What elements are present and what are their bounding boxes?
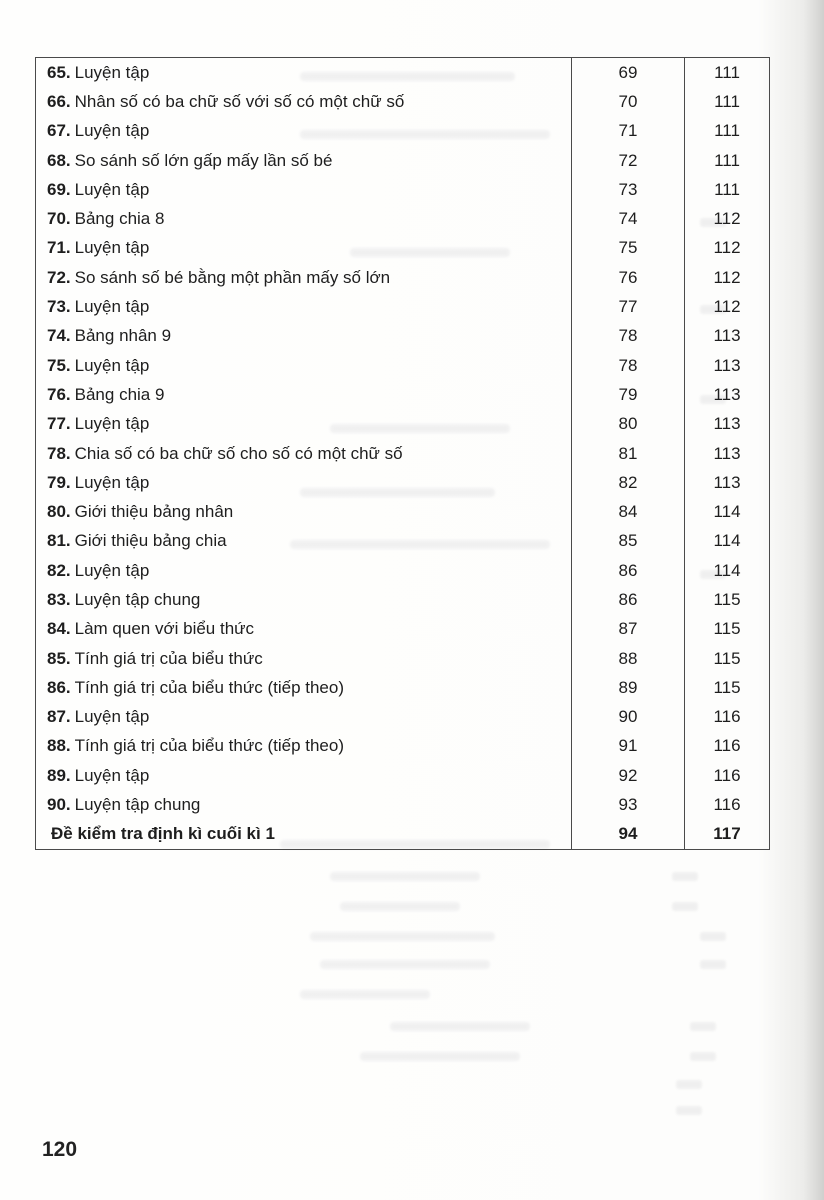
page-number-col1: 76 <box>571 263 684 292</box>
lesson-number: 77. <box>47 414 71 434</box>
lesson-title: Giới thiệu bảng chia <box>74 531 227 551</box>
page-number-col1: 94 <box>571 820 684 849</box>
page-number-col2: 113 <box>684 439 769 468</box>
toc-table <box>35 57 770 850</box>
table-row <box>36 351 769 380</box>
lesson-number: 80. <box>47 502 71 522</box>
page-number-col2: 111 <box>684 146 769 175</box>
table-row <box>36 527 769 556</box>
page-number-col2: 111 <box>684 175 769 204</box>
lesson-title: Luyện tập <box>74 179 150 199</box>
page-number-col2: 111 <box>684 87 769 116</box>
table-row <box>36 790 769 819</box>
lesson-title: Luyện tập <box>74 355 150 375</box>
page-number-col2: 115 <box>684 644 769 673</box>
page-number-col1: 73 <box>571 175 684 204</box>
lesson-title: Luyện tập chung <box>74 589 201 609</box>
table-row <box>36 58 769 87</box>
table-row <box>36 175 769 204</box>
lesson-title: Luyện tập <box>74 414 150 434</box>
lesson-title: Luyện tập <box>74 62 150 82</box>
lesson-title: Luyện tập <box>74 472 150 492</box>
lesson-title: Giới thiệu bảng nhân <box>74 502 234 522</box>
table-row <box>36 410 769 439</box>
table-row <box>36 87 769 116</box>
page-number-col2: 116 <box>684 790 769 819</box>
page-number-col1: 69 <box>571 58 684 87</box>
lesson-number: 87. <box>47 707 71 727</box>
table-row <box>36 380 769 409</box>
page-number-col2: 116 <box>684 761 769 790</box>
lesson-title: Nhân số có ba chữ số với số có một chữ số <box>74 91 405 111</box>
page-number-col1: 91 <box>571 732 684 761</box>
lesson-title: Tính giá trị của biểu thức <box>74 648 263 668</box>
page-number-col1: 86 <box>571 585 684 614</box>
lesson-number: 74. <box>47 326 71 346</box>
lesson-number: 65. <box>47 62 71 82</box>
page-number-col1: 72 <box>571 146 684 175</box>
lesson-title: Luyện tập chung <box>74 795 201 815</box>
page-number-col1: 77 <box>571 292 684 321</box>
page-number-col1: 78 <box>571 351 684 380</box>
page-number-col1: 71 <box>571 117 684 146</box>
page-number-col2: 113 <box>684 380 769 409</box>
lesson-number: 86. <box>47 677 71 697</box>
table-row <box>36 497 769 526</box>
lesson-number: 68. <box>47 150 71 170</box>
lesson-title: Bảng nhân 9 <box>74 326 172 346</box>
page-number-col1: 89 <box>571 673 684 702</box>
lesson-number: 67. <box>47 121 71 141</box>
lesson-number: 79. <box>47 472 71 492</box>
page-number-col1: 78 <box>571 322 684 351</box>
lesson-title: So sánh số lớn gấp mấy lần số bé <box>74 150 333 170</box>
table-row <box>36 820 769 849</box>
page-number-col2: 114 <box>684 527 769 556</box>
lesson-number: 85. <box>47 648 71 668</box>
table-row <box>36 117 769 146</box>
page-number-col2: 113 <box>684 468 769 497</box>
lesson-number: 73. <box>47 297 71 317</box>
page-number-col1: 88 <box>571 644 684 673</box>
page-number-col2: 117 <box>684 820 769 849</box>
lesson-number: 69. <box>47 179 71 199</box>
page-number-col2: 115 <box>684 585 769 614</box>
lesson-title: Chia số có ba chữ số cho số có một chữ số <box>74 443 403 463</box>
page-number-col2: 116 <box>684 703 769 732</box>
page-number-col1: 85 <box>571 527 684 556</box>
page-number-col2: 114 <box>684 556 769 585</box>
lesson-number: 76. <box>47 384 71 404</box>
lesson-number: 81. <box>47 531 71 551</box>
lesson-title: Làm quen với biểu thức <box>74 619 255 639</box>
table-row <box>36 615 769 644</box>
table-row <box>36 263 769 292</box>
page-folio: 120 <box>42 1138 78 1161</box>
page-number-col2: 111 <box>684 58 769 87</box>
table-row <box>36 234 769 263</box>
lesson-number: 90. <box>47 795 71 815</box>
lesson-number: 89. <box>47 765 71 785</box>
lesson-number: 84. <box>47 619 71 639</box>
lesson-title: So sánh số bé bằng một phần mấy số lớn <box>74 267 391 287</box>
lesson-number: 66. <box>47 91 71 111</box>
page-number-col2: 111 <box>684 117 769 146</box>
table-row <box>36 585 769 614</box>
table-row <box>36 673 769 702</box>
table-row <box>36 292 769 321</box>
table-row <box>36 468 769 497</box>
lesson-title: Luyện tập <box>74 707 150 727</box>
page-number-col1: 92 <box>571 761 684 790</box>
table-row <box>36 644 769 673</box>
page-number-col1: 74 <box>571 204 684 233</box>
lesson-number: 83. <box>47 589 71 609</box>
table-row <box>36 761 769 790</box>
page-number-col2: 112 <box>684 234 769 263</box>
page-number-col1: 90 <box>571 703 684 732</box>
lesson-number: 88. <box>47 736 71 756</box>
table-row <box>36 322 769 351</box>
page-number-col1: 70 <box>571 87 684 116</box>
lesson-title: Luyện tập <box>74 297 150 317</box>
page-number-col1: 82 <box>571 468 684 497</box>
page-number-col1: 86 <box>571 556 684 585</box>
page-number-col1: 80 <box>571 410 684 439</box>
page-number-col1: 87 <box>571 615 684 644</box>
lesson-number: 71. <box>47 238 71 258</box>
lesson-title: Bảng chia 8 <box>74 209 165 229</box>
page-number-col2: 115 <box>684 615 769 644</box>
lesson-number: 78. <box>47 443 71 463</box>
lesson-number: 75. <box>47 355 71 375</box>
lesson-number: 72. <box>47 267 71 287</box>
page-number-col2: 116 <box>684 732 769 761</box>
lesson-title: Tính giá trị của biểu thức (tiếp theo) <box>74 736 344 756</box>
lesson-title: Luyện tập <box>74 121 150 141</box>
table-row <box>36 732 769 761</box>
page-number-col2: 113 <box>684 322 769 351</box>
table-row <box>36 703 769 732</box>
page-number-col2: 112 <box>684 204 769 233</box>
page-number-col2: 114 <box>684 497 769 526</box>
page-number-col2: 113 <box>684 351 769 380</box>
lesson-number: 82. <box>47 560 71 580</box>
table-row <box>36 204 769 233</box>
lesson-number: 70. <box>47 209 71 229</box>
lesson-title: Luyện tập <box>74 238 150 258</box>
page-number-col2: 113 <box>684 410 769 439</box>
table-row <box>36 439 769 468</box>
lesson-title: Đề kiểm tra định kì cuối kì 1 <box>51 824 275 844</box>
lesson-title: Tính giá trị của biểu thức (tiếp theo) <box>74 677 344 697</box>
page-number-col1: 75 <box>571 234 684 263</box>
toc-table-body <box>36 58 769 849</box>
table-row <box>36 556 769 585</box>
page-number-col1: 93 <box>571 790 684 819</box>
lesson-title: Luyện tập <box>74 765 150 785</box>
page-number-col2: 112 <box>684 292 769 321</box>
page-number-col1: 81 <box>571 439 684 468</box>
page-number-col1: 79 <box>571 380 684 409</box>
page-number-col1: 84 <box>571 497 684 526</box>
table-row <box>36 146 769 175</box>
page-number-col2: 112 <box>684 263 769 292</box>
lesson-title: Luyện tập <box>74 560 150 580</box>
page-number-col2: 115 <box>684 673 769 702</box>
lesson-title: Bảng chia 9 <box>74 384 165 404</box>
